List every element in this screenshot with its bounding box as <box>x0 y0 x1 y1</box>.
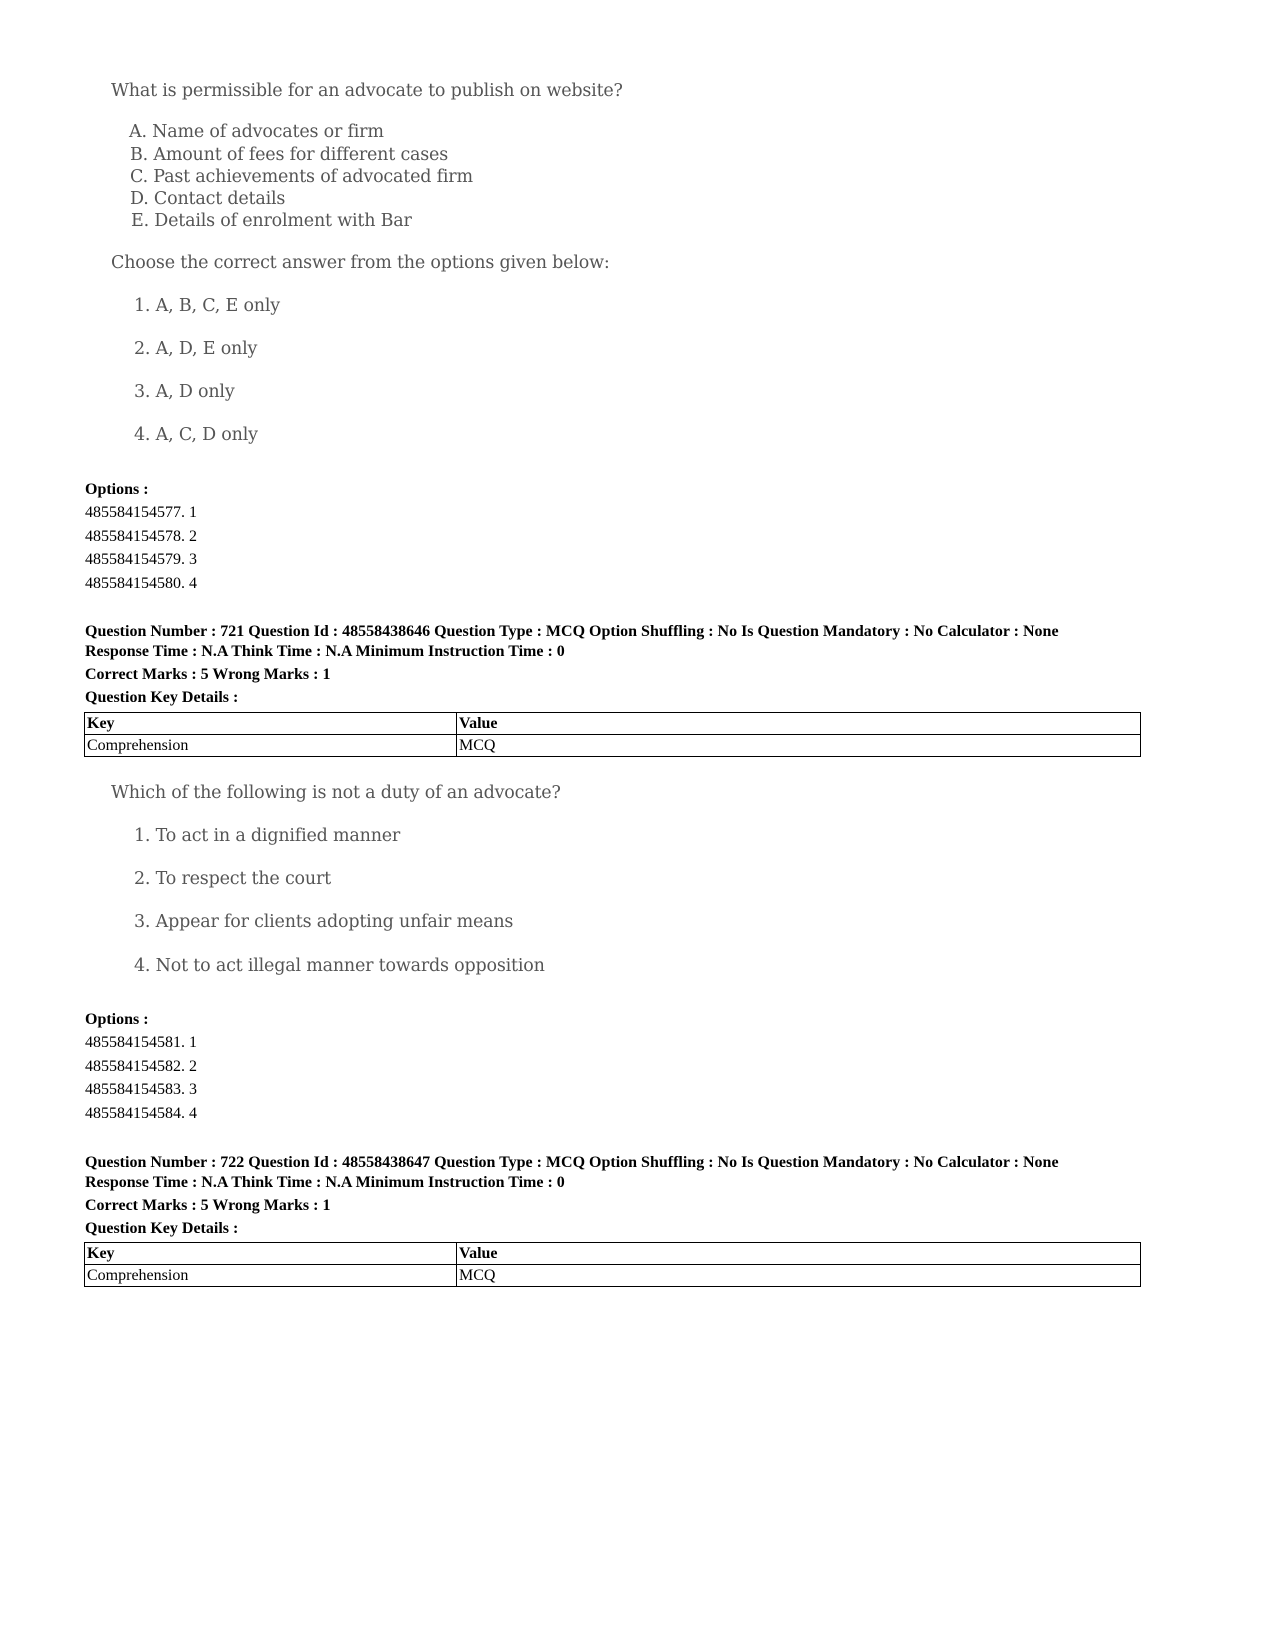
question-721-text: Which of the following is not a duty of an advocate? <box>111 783 561 803</box>
table-header-key: Key <box>85 713 457 735</box>
option-item: 485584154584. 4 <box>85 1104 197 1122</box>
table-header-row <box>85 1243 1141 1265</box>
options-label: Options : <box>85 1011 149 1028</box>
choice-3: 3. Appear for clients adopting unfair means <box>134 912 514 932</box>
statement-d: D. Contact details <box>130 189 286 209</box>
meta-line-2: Response Time : N.A Think Time : N.A Minimum Instruction Time : 0 <box>85 643 565 660</box>
marks-line: Correct Marks : 5 Wrong Marks : 1 <box>85 1197 331 1214</box>
option-item: 485584154578. 2 <box>85 527 197 545</box>
key-details-table-721 <box>84 712 1141 757</box>
table-cell-key: Comprehension <box>85 735 457 757</box>
statement-a: A. Name of advocates or firm <box>129 122 384 142</box>
marks-line: Correct Marks : 5 Wrong Marks : 1 <box>85 666 331 683</box>
options-label: Options : <box>85 481 149 498</box>
table-cell-value: MCQ <box>457 735 1141 757</box>
statement-e: E. Details of enrolment with Bar <box>131 211 412 231</box>
choice-1: 1. A, B, C, E only <box>134 296 280 316</box>
choice-3: 3. A, D only <box>134 382 235 402</box>
choice-2: 2. A, D, E only <box>134 339 258 359</box>
options-block-720 <box>85 478 197 595</box>
question-721-meta <box>85 622 1059 708</box>
table-row <box>85 735 1141 757</box>
statement-b: B. Amount of fees for different cases <box>130 145 448 165</box>
choice-4: 4. A, C, D only <box>134 425 258 445</box>
choice-2: 2. To respect the court <box>134 869 331 889</box>
table-cell-value: MCQ <box>457 1265 1141 1287</box>
options-block-721 <box>85 1008 197 1125</box>
question-722-meta <box>85 1153 1059 1239</box>
table-row <box>85 1265 1141 1287</box>
option-item: 485584154579. 3 <box>85 551 197 568</box>
meta-line-2: Response Time : N.A Think Time : N.A Minimum Instruction Time : 0 <box>85 1174 565 1191</box>
choice-4: 4. Not to act illegal manner towards opposition <box>134 956 545 976</box>
meta-line-1: Question Number : 721 Question Id : 48558438646 Question Type : MCQ Option Shuffling : No Is Question Mandatory : No Calculator : None <box>85 623 1059 640</box>
choice-1: 1. To act in a dignified manner <box>134 826 401 846</box>
option-item: 485584154581. 1 <box>85 1034 197 1051</box>
key-details-label: Question Key Details : <box>85 1220 239 1237</box>
option-item: 485584154582. 2 <box>85 1057 197 1075</box>
key-details-table-722 <box>84 1242 1141 1287</box>
meta-line-1: Question Number : 722 Question Id : 48558438647 Question Type : MCQ Option Shuffling : No Is Question Mandatory : No Calculator : None <box>85 1154 1059 1171</box>
table-header-row <box>85 713 1141 735</box>
option-item: 485584154583. 3 <box>85 1081 197 1098</box>
option-item: 485584154580. 4 <box>85 574 197 592</box>
table-cell-key: Comprehension <box>85 1265 457 1287</box>
table-header-value: Value <box>457 1243 1141 1265</box>
question-720-text: What is permissible for an advocate to publish on website? <box>111 81 623 101</box>
table-header-value: Value <box>457 713 1141 735</box>
key-details-label: Question Key Details : <box>85 689 239 706</box>
statement-c: C. Past achievements of advocated firm <box>130 167 473 187</box>
instruction-text: Choose the correct answer from the options given below: <box>111 253 610 273</box>
option-item: 485584154577. 1 <box>85 504 197 521</box>
table-header-key: Key <box>85 1243 457 1265</box>
